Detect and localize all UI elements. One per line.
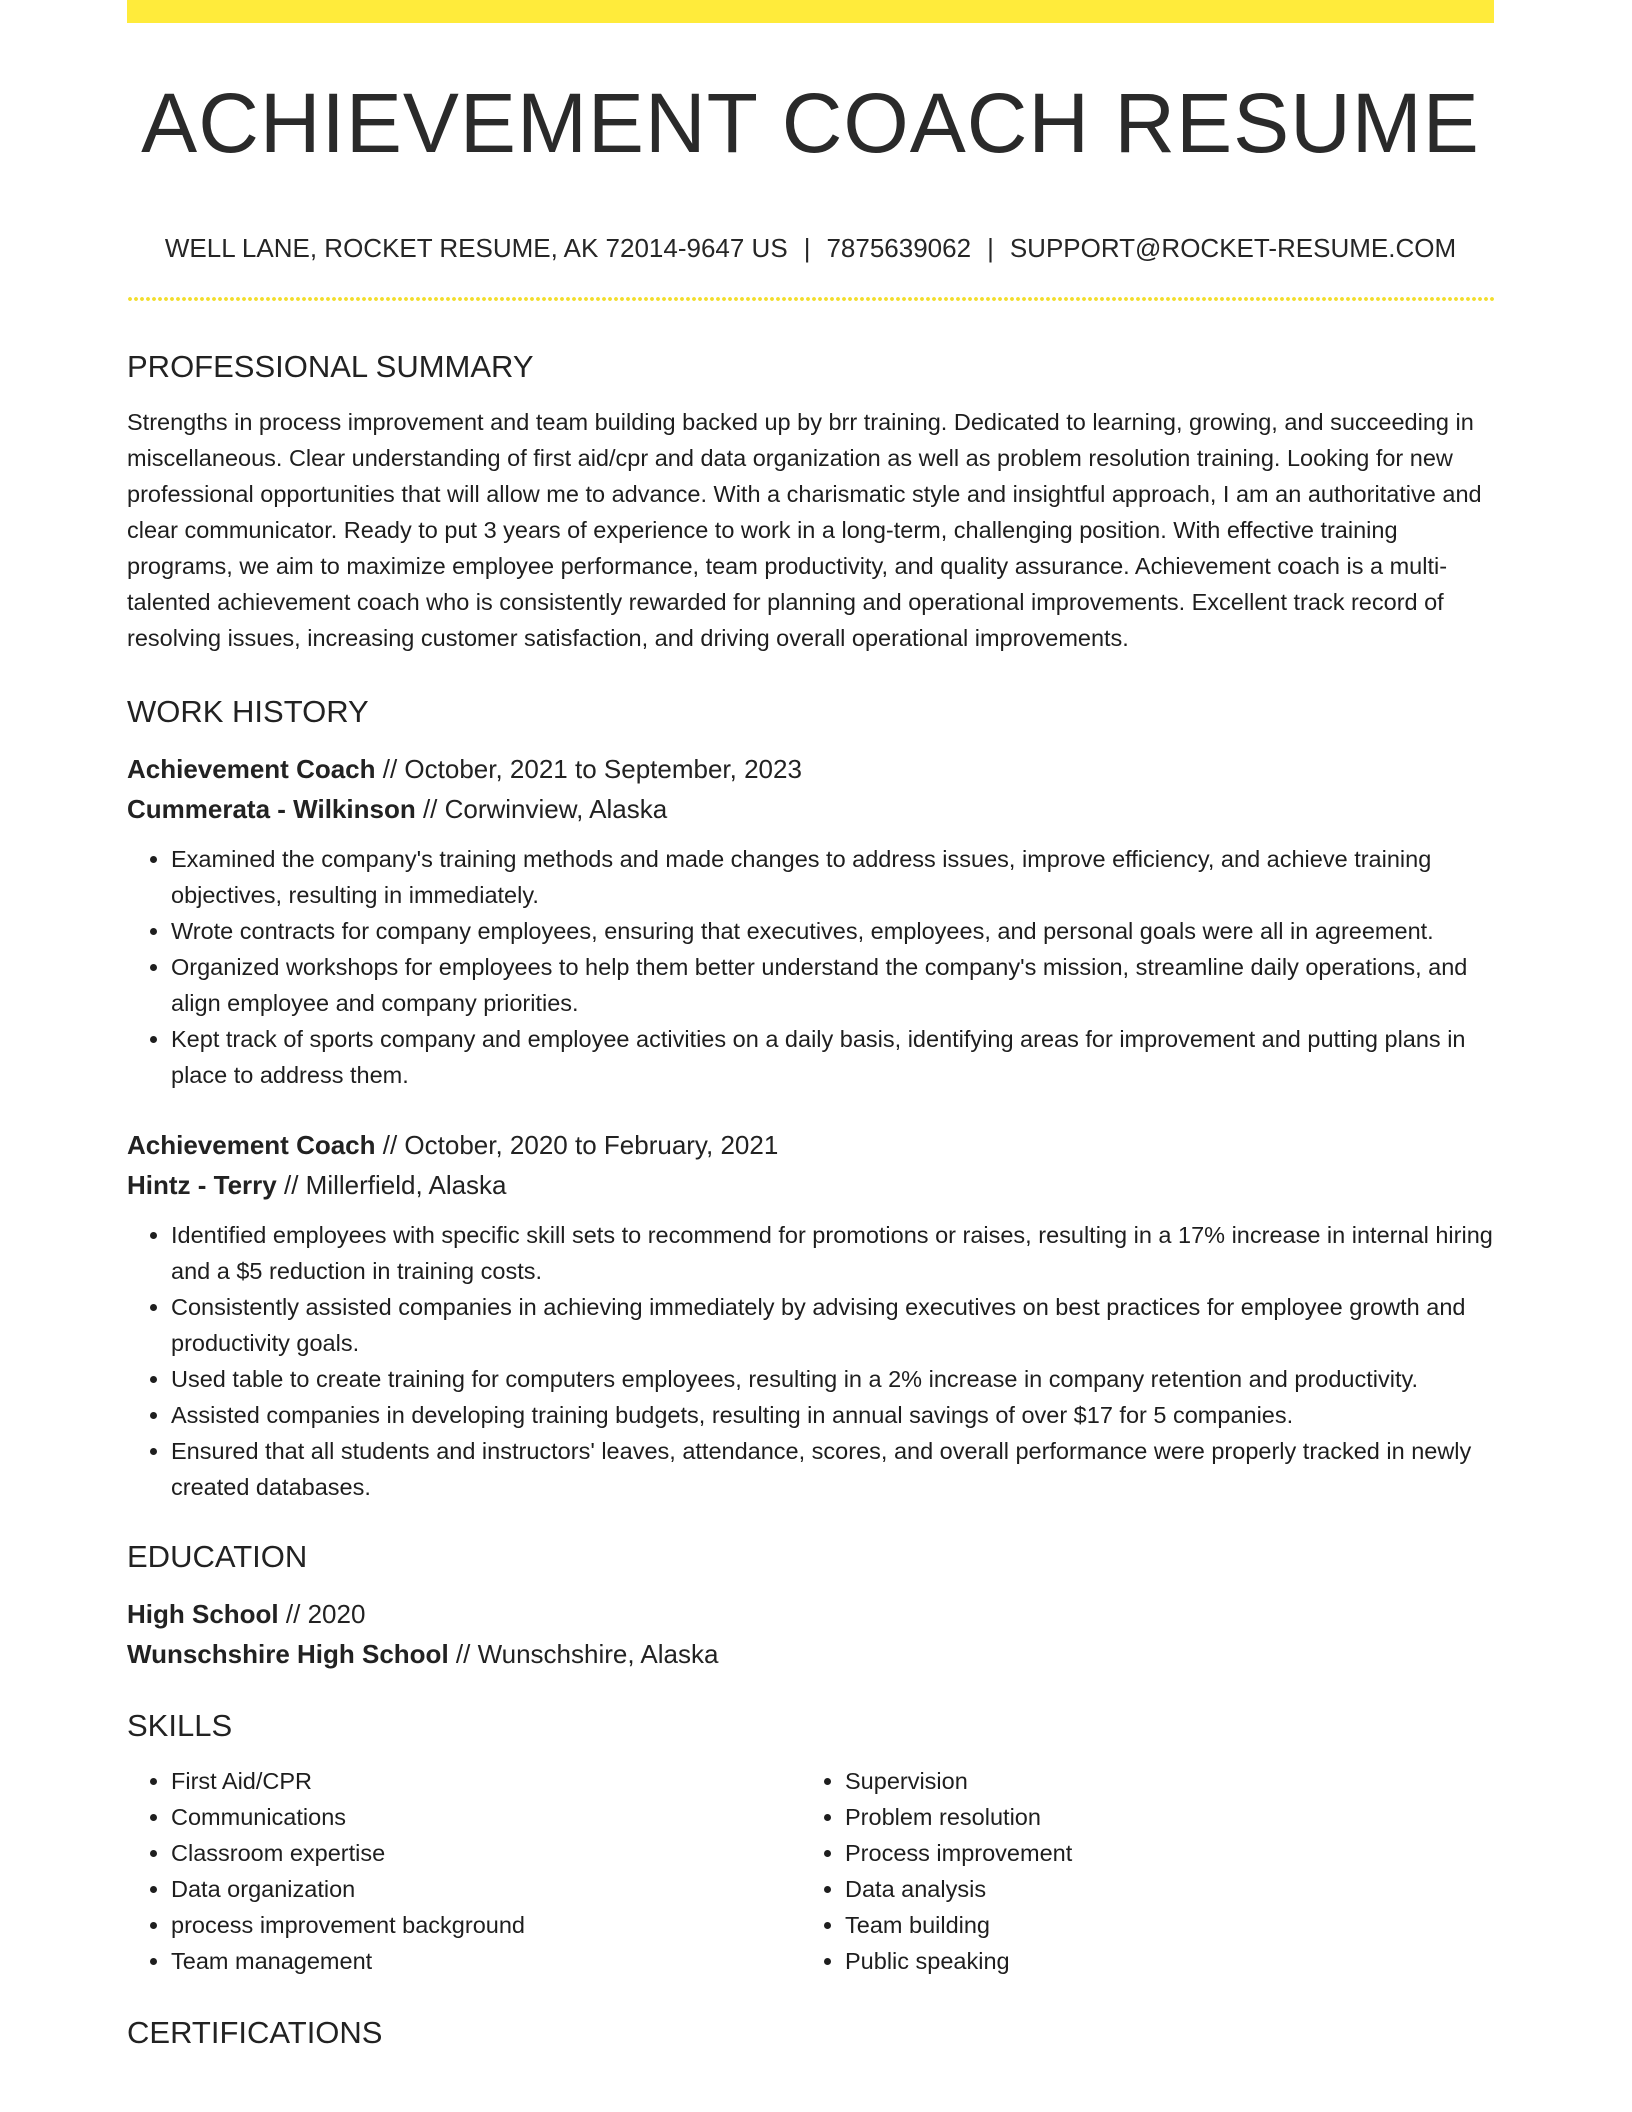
job-bullet: • Identified employees with specific skill sets to recommend for promotions or raises, resulting in a 17% increase in internal hiring and a $5 reduction in training costs. <box>171 1217 1494 1289</box>
job-bullet: • Organized workshops for employees to help them better understand the company's mission, streamline daily operations, and align employee and company priorities. <box>171 949 1494 1021</box>
job-company: Cummerata - Wilkinson <box>127 794 416 824</box>
education-school: Wunschshire High School <box>127 1639 449 1669</box>
job-bullets <box>127 841 1494 1093</box>
education-degree-line <box>127 1594 1494 1634</box>
skill-item: • Data organization <box>171 1871 801 1907</box>
job-entry <box>127 749 1494 1093</box>
resume-page <box>127 0 1494 2048</box>
job-bullet: • Consistently assisted companies in achieving immediately by advising executives on best practices for employee growth and productivity goals. <box>171 1289 1494 1361</box>
skills-column-right <box>801 1763 1475 1979</box>
summary-heading: PROFESSIONAL SUMMARY <box>127 349 534 384</box>
accent-top-bar <box>127 0 1494 23</box>
skills-list <box>127 1763 1494 1979</box>
education-school-line <box>127 1634 1494 1674</box>
education-year: // 2020 <box>278 1599 366 1629</box>
job-entry <box>127 1125 1494 1505</box>
skill-item: • Process improvement <box>845 1835 1475 1871</box>
job-bullet: • Wrote contracts for company employees, ensuring that executives, employees, and personal goals were all in agreement. <box>171 913 1494 949</box>
job-dates: // October, 2020 to February, 2021 <box>375 1130 779 1160</box>
contact-address: WELL LANE, ROCKET RESUME, AK 72014-9647 US <box>164 233 788 263</box>
dotted-divider <box>127 297 1494 301</box>
certifications-heading: CERTIFICATIONS <box>127 2015 383 2050</box>
job-company: Hintz - Terry <box>127 1170 277 1200</box>
job-dates: // October, 2021 to September, 2023 <box>375 754 802 784</box>
skill-item: • Communications <box>171 1799 801 1835</box>
job-bullet: • Ensured that all students and instructors' leaves, attendance, scores, and overall performance were properly tracked in newly created databases. <box>171 1433 1494 1505</box>
skills-heading: SKILLS <box>127 1708 233 1743</box>
skills-column-left <box>127 1763 801 1979</box>
skill-item: • Team management <box>171 1943 801 1979</box>
education-entry <box>127 1594 1494 1674</box>
work-history-heading: WORK HISTORY <box>127 694 369 729</box>
skill-item: • process improvement background <box>171 1907 801 1943</box>
contact-separator: | <box>987 233 994 263</box>
job-bullet: • Used table to create training for computers employees, resulting in a 2% increase in company retention and productivity. <box>171 1361 1494 1397</box>
job-title: Achievement Coach <box>127 1130 376 1160</box>
job-bullet: • Assisted companies in developing training budgets, resulting in annual savings of over $17 for 5 companies. <box>171 1397 1494 1433</box>
skill-item: • Public speaking <box>845 1943 1475 1979</box>
job-location: // Corwinview, Alaska <box>415 794 668 824</box>
job-company-line <box>127 789 1494 829</box>
skill-item: • Supervision <box>845 1763 1475 1799</box>
skill-item: • Classroom expertise <box>171 1835 801 1871</box>
job-title-line <box>127 749 1494 789</box>
job-bullet: • Examined the company's training methods and made changes to address issues, improve efficiency, and achieve training objectives, resulting in immediately. <box>171 841 1494 913</box>
job-title: Achievement Coach <box>127 754 376 784</box>
skill-item: • Team building <box>845 1907 1475 1943</box>
job-company-line <box>127 1165 1494 1205</box>
skill-item: • Problem resolution <box>845 1799 1475 1835</box>
summary-text: Strengths in process improvement and team building backed up by brr training. Dedicated to learning, growing, and succeeding in miscellaneous. Clear understanding of first aid/cpr and data organization as well as problem resolution training. Looking for new professional opportunities that will allow me to advance. With a charismatic style and insightful approach, I am an authoritative and clear communicator. Ready to put 3 years of experience to work in a long-term, challenging position. With effective training programs, we aim to maximize employee performance, team productivity, and quality assurance. Achievement coach is a multi-talented achievement coach who is consistently rewarded for planning and operational improvements. Excellent track record of resolving issues, increasing customer satisfaction, and driving overall operational improvements. <box>127 409 1482 651</box>
contact-separator: | <box>803 233 811 263</box>
skill-item: • Data analysis <box>845 1871 1475 1907</box>
contact-email: SUPPORT@ROCKET-RESUME.COM <box>1009 233 1457 263</box>
education-degree: High School <box>127 1599 279 1629</box>
resume-title: ACHIEVEMENT COACH RESUME <box>141 76 1480 170</box>
job-bullet: • Kept track of sports company and employee activities on a daily basis, identifying areas for improvement and putting plans in place to address them. <box>171 1021 1494 1093</box>
education-heading: EDUCATION <box>127 1539 308 1574</box>
contact-line <box>127 235 1494 261</box>
education-location: // Wunschshire, Alaska <box>448 1639 719 1669</box>
contact-phone: 7875639062 <box>826 233 972 263</box>
skill-item: • First Aid/CPR <box>171 1763 801 1799</box>
job-title-line <box>127 1125 1494 1165</box>
job-bullets <box>127 1217 1494 1505</box>
job-location: // Millerfield, Alaska <box>276 1170 507 1200</box>
